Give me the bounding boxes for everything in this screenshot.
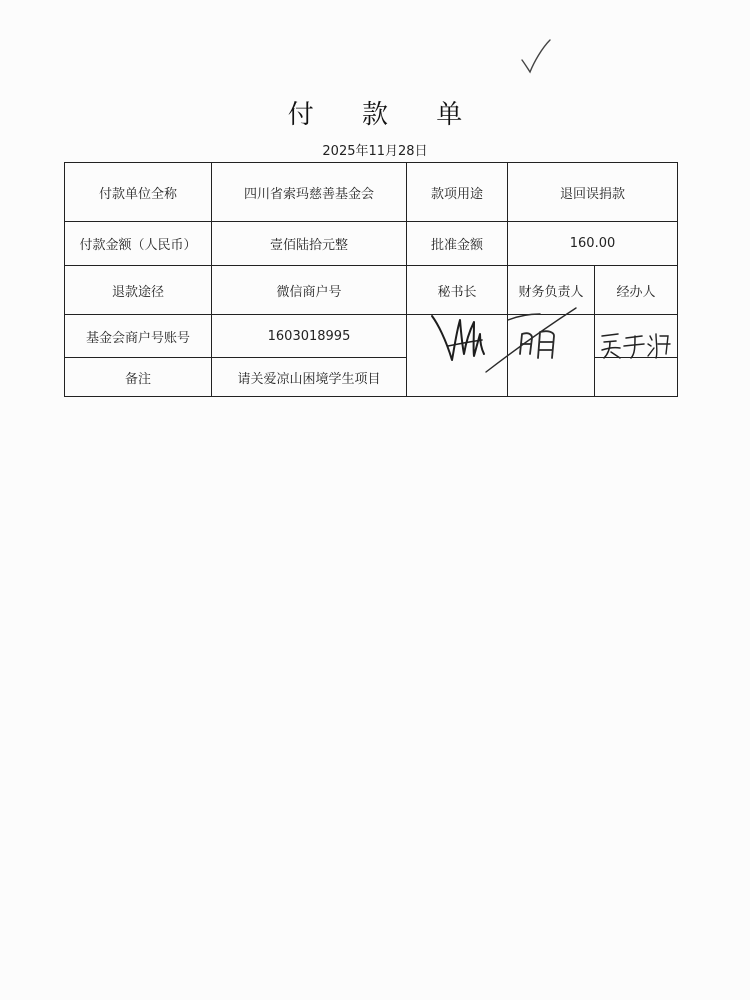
handler-label: 经办人: [595, 266, 678, 315]
remark-label: 备注: [65, 358, 212, 397]
document-date: 2025年11月28日: [322, 144, 428, 159]
merchant-account-value: 1603018995: [212, 315, 407, 358]
finance-head-signature-cell: [508, 315, 595, 397]
table-row: [65, 163, 678, 222]
purpose-value: 退回误捐款: [508, 163, 678, 222]
check-mark-icon: [516, 36, 556, 76]
merchant-account-label: 基金会商户号账号: [65, 315, 212, 358]
handler-signature-cell: [595, 315, 678, 358]
finance-head-label: 财务负责人: [508, 266, 595, 315]
secretary-general-signature-cell: [407, 315, 508, 397]
approved-amount-value: 160.00: [508, 222, 678, 266]
approved-amount-label: 批准金额: [407, 222, 508, 266]
handler-empty-cell: [595, 358, 678, 397]
purpose-label: 款项用途: [407, 163, 508, 222]
table-row: [65, 266, 678, 315]
table-row: [65, 315, 678, 358]
payer-name-label: 付款单位全称: [65, 163, 212, 222]
remark-value: 请关爱凉山困境学生项目: [212, 358, 407, 397]
refund-route-value: 微信商户号: [212, 266, 407, 315]
secretary-general-label: 秘书长: [407, 266, 508, 315]
amount-value: 壹佰陆拾元整: [212, 222, 407, 266]
payer-name-value: 四川省索玛慈善基金会: [212, 163, 407, 222]
payment-form-table: [64, 162, 678, 397]
document-title: 付 款 单: [287, 100, 483, 130]
table-row: [65, 222, 678, 266]
refund-route-label: 退款途径: [65, 266, 212, 315]
amount-label: 付款金额（人民币）: [65, 222, 212, 266]
